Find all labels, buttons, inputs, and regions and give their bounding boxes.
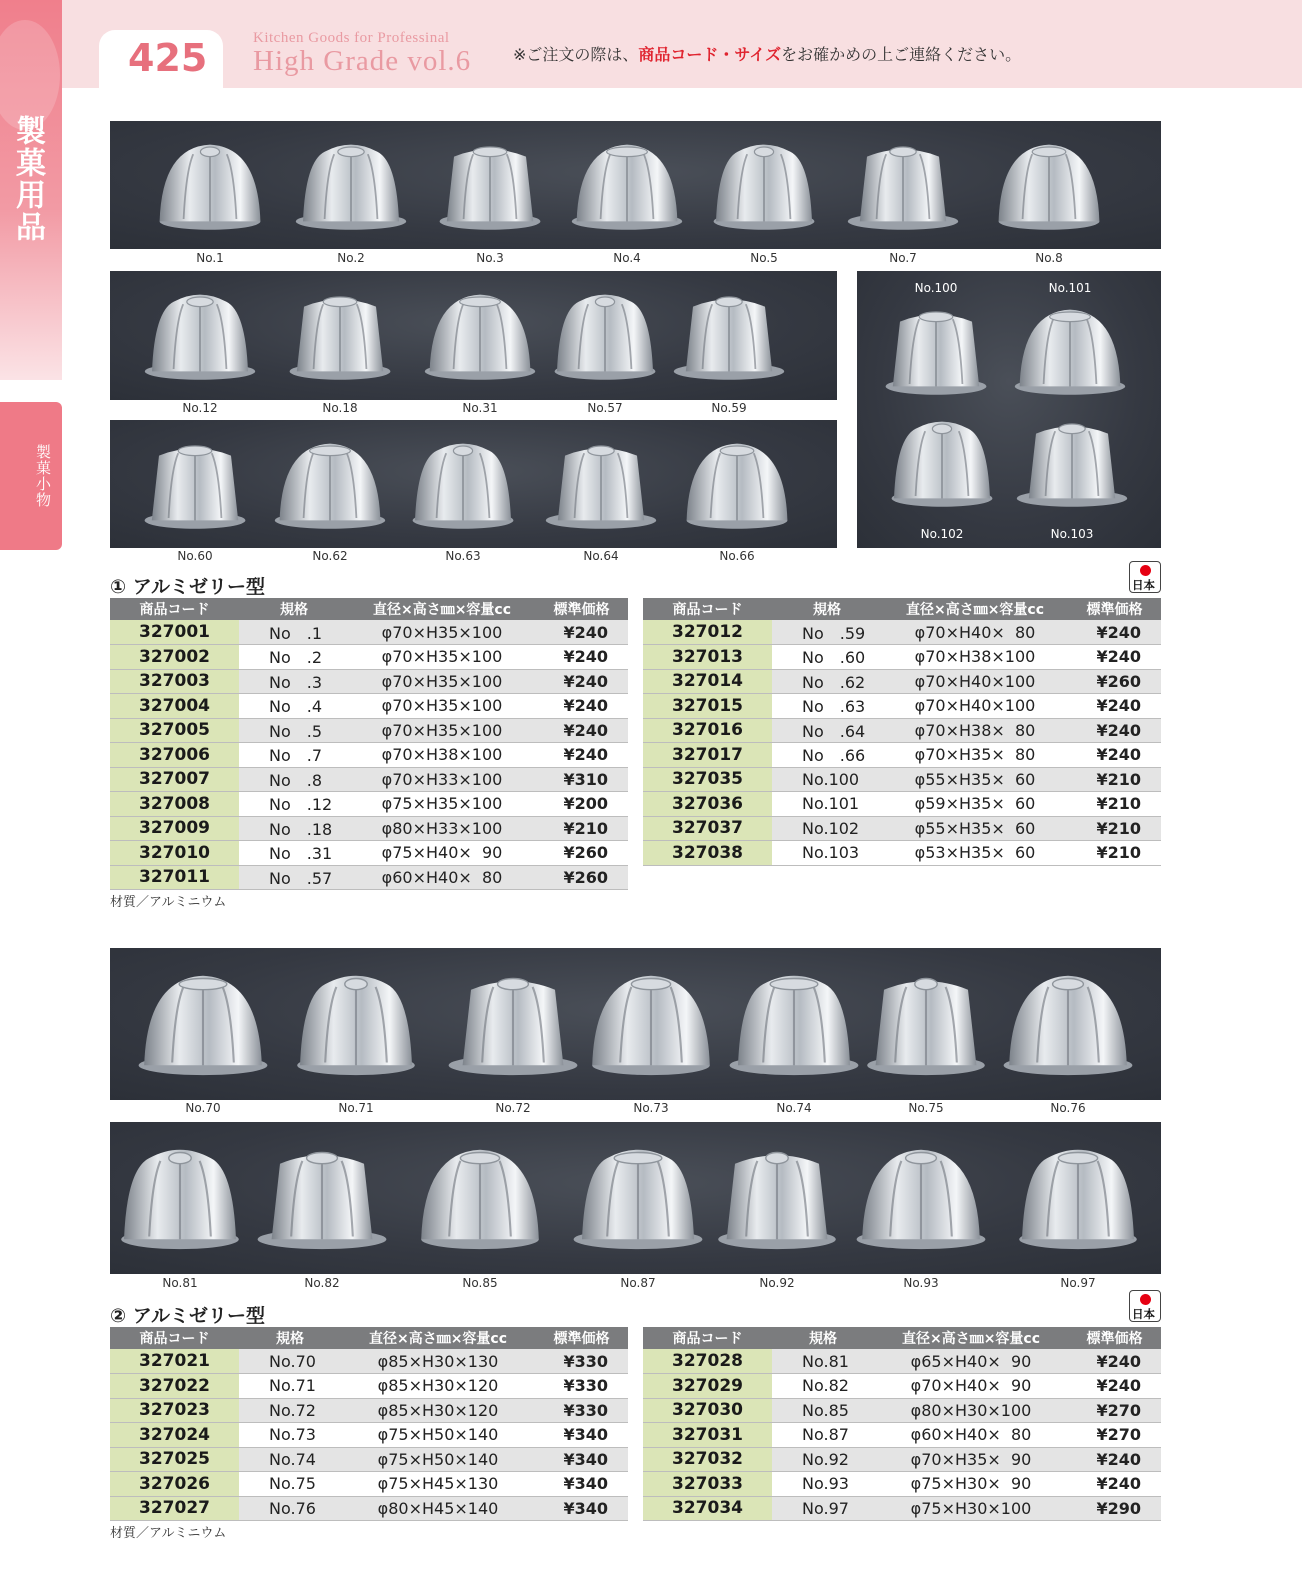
jelly-mold-image: [856, 958, 996, 1083]
spec-cell: No .59: [772, 620, 882, 645]
category-label: 製菓用品: [10, 115, 45, 243]
price-cell: ¥240: [535, 620, 628, 645]
table-row: [643, 792, 1161, 817]
spec-cell: No .18: [239, 816, 349, 841]
col-header-code: 商品コード: [110, 1327, 239, 1349]
table-row: [110, 743, 628, 768]
product-code: 327025: [110, 1447, 239, 1472]
product-code: 327003: [110, 669, 239, 694]
jelly-mold-image: [430, 127, 550, 239]
product-code: 327008: [110, 792, 239, 817]
mold-number-label: No.74: [776, 1101, 812, 1115]
spec-cell: No.71: [239, 1374, 341, 1399]
jelly-mold-image: [998, 958, 1138, 1083]
dimension-cell: φ80×H45×140: [341, 1496, 535, 1521]
dimension-cell: φ80×H30×100: [874, 1398, 1068, 1423]
notice-highlight: 商品コード・サイズ: [638, 45, 782, 64]
mold-number-label: No.103: [1050, 527, 1094, 541]
spec-cell: No.102: [772, 816, 882, 841]
jelly-mold-image: [724, 958, 864, 1083]
mold-number-label: No.64: [583, 549, 619, 563]
mold-number-label: No.75: [908, 1101, 944, 1115]
spec-cell: No.81: [772, 1349, 874, 1374]
jelly-mold-image: [133, 958, 273, 1083]
dimension-cell: φ70×H35×100: [349, 718, 535, 743]
table-row: [110, 1374, 628, 1399]
material-note-2: 材質／アルミニウム: [110, 1526, 227, 1541]
mold-number-label: No.102: [920, 527, 964, 541]
mold-number-label: No.60: [177, 549, 213, 563]
mold-number-label: No.57: [587, 401, 623, 415]
table-row: [110, 1447, 628, 1472]
mold-number-label: No.92: [759, 1276, 795, 1290]
jelly-mold-image: [140, 281, 260, 385]
dimension-cell: φ85×H30×120: [341, 1398, 535, 1423]
dimension-cell: φ70×H38×100: [882, 645, 1068, 670]
table-row: [643, 1398, 1161, 1423]
col-header-price: 標準価格: [1068, 598, 1161, 620]
table-row: [110, 816, 628, 841]
section-title-1: ① アルミゼリー型: [110, 576, 265, 598]
product-code: 327026: [110, 1472, 239, 1497]
price-cell: ¥260: [535, 841, 628, 866]
product-code: 327009: [110, 816, 239, 841]
table-row: [110, 865, 628, 890]
jelly-mold-image: [420, 281, 540, 385]
spec-cell: No.70: [239, 1349, 341, 1374]
mold-number-label: No.8: [1035, 251, 1063, 265]
spec-cell: No .7: [239, 743, 349, 768]
col-header-code: 商品コード: [643, 598, 772, 620]
dimension-cell: φ75×H40× 90: [349, 841, 535, 866]
product-code: 327006: [110, 743, 239, 768]
table-row: [643, 816, 1161, 841]
spec-cell: No .5: [239, 718, 349, 743]
dimension-cell: φ70×H35×100: [349, 620, 535, 645]
dimension-cell: φ70×H35× 80: [882, 743, 1068, 768]
price-cell: ¥240: [1068, 1374, 1161, 1399]
mold-number-label: No.1: [196, 251, 224, 265]
spec-cell: No .66: [772, 743, 882, 768]
product-code: 327027: [110, 1496, 239, 1521]
price-cell: ¥210: [535, 816, 628, 841]
table-row: [110, 1496, 628, 1521]
spec-cell: No.72: [239, 1398, 341, 1423]
table-row: [643, 1496, 1161, 1521]
price-cell: ¥240: [535, 694, 628, 719]
mold-number-label: No.66: [719, 549, 755, 563]
col-header-price: 標準価格: [535, 598, 628, 620]
product-code: 327034: [643, 1496, 772, 1521]
spec-cell: No .63: [772, 694, 882, 719]
jelly-mold-image: [669, 281, 789, 385]
jelly-mold-image: [135, 430, 255, 534]
table-row: [110, 645, 628, 670]
table-row: [643, 645, 1161, 670]
table-row: [643, 841, 1161, 866]
mold-number-label: No.72: [495, 1101, 531, 1115]
product-code: 327035: [643, 767, 772, 792]
product-code: 327015: [643, 694, 772, 719]
mold-number-label: No.12: [182, 401, 218, 415]
mold-number-label: No.73: [633, 1101, 669, 1115]
product-code: 327010: [110, 841, 239, 866]
dimension-cell: φ85×H30×120: [341, 1374, 535, 1399]
mold-number-label: No.59: [711, 401, 747, 415]
table-row: [110, 1349, 628, 1374]
product-code: 327024: [110, 1423, 239, 1448]
product-code: 327011: [110, 865, 239, 890]
jelly-mold-image: [443, 958, 583, 1083]
table-row: [643, 718, 1161, 743]
mold-number-label: No.18: [322, 401, 358, 415]
col-header-dim: 直径×高さ㎜×容量cc: [874, 1327, 1068, 1349]
spec-cell: No .8: [239, 767, 349, 792]
table-row: [110, 1423, 628, 1448]
spec-cell: No.73: [239, 1423, 341, 1448]
order-notice: [513, 42, 1021, 65]
product-code: 327030: [643, 1398, 772, 1423]
jelly-mold-image: [581, 958, 721, 1083]
jelly-mold-image: [882, 408, 1002, 512]
product-code: 327013: [643, 645, 772, 670]
price-cell: ¥310: [535, 767, 628, 792]
price-cell: ¥240: [1068, 743, 1161, 768]
table-row: [643, 1472, 1161, 1497]
col-header-dim: 直径×高さ㎜×容量cc: [349, 598, 535, 620]
product-code: 327014: [643, 669, 772, 694]
table-row: [643, 743, 1161, 768]
jelly-mold-image: [270, 430, 390, 534]
table-row: [643, 1447, 1161, 1472]
notice-suffix: をお確かめの上ご連絡ください。: [781, 45, 1022, 64]
table-row: [110, 767, 628, 792]
spec-cell: No.82: [772, 1374, 874, 1399]
spec-table-2-right: [643, 1327, 1161, 1521]
catalog-subtitle: Kitchen Goods for Professinal: [253, 30, 450, 46]
mold-number-label: No.71: [338, 1101, 374, 1115]
price-cell: ¥210: [1068, 767, 1161, 792]
dimension-cell: φ59×H35× 60: [882, 792, 1068, 817]
price-cell: ¥240: [535, 645, 628, 670]
jelly-mold-image: [851, 1132, 991, 1257]
jelly-mold-image: [567, 127, 687, 239]
product-code: 327016: [643, 718, 772, 743]
jelly-mold-image: [150, 127, 270, 239]
dimension-cell: φ60×H40× 80: [349, 865, 535, 890]
jelly-mold-image: [252, 1132, 392, 1257]
product-code: 327031: [643, 1423, 772, 1448]
dimension-cell: φ70×H33×100: [349, 767, 535, 792]
price-cell: ¥240: [1068, 694, 1161, 719]
jelly-mold-image: [568, 1132, 708, 1257]
product-code: 327005: [110, 718, 239, 743]
price-cell: ¥340: [535, 1423, 628, 1448]
mold-number-label: No.62: [312, 549, 348, 563]
dimension-cell: φ70×H38×100: [349, 743, 535, 768]
price-cell: ¥340: [535, 1472, 628, 1497]
price-cell: ¥240: [1068, 645, 1161, 670]
spec-cell: No .60: [772, 645, 882, 670]
product-code: 327029: [643, 1374, 772, 1399]
price-cell: ¥330: [535, 1374, 628, 1399]
product-code: 327002: [110, 645, 239, 670]
dimension-cell: φ70×H40× 90: [874, 1374, 1068, 1399]
price-cell: ¥240: [1068, 718, 1161, 743]
product-code: 327012: [643, 620, 772, 645]
col-header-spec: 規格: [239, 1327, 341, 1349]
col-header-price: 標準価格: [535, 1327, 628, 1349]
product-code: 327017: [643, 743, 772, 768]
dimension-cell: φ60×H40× 80: [874, 1423, 1068, 1448]
table-row: [643, 1423, 1161, 1448]
spec-cell: No.75: [239, 1472, 341, 1497]
spec-cell: No.103: [772, 841, 882, 866]
jelly-mold-image: [410, 1132, 550, 1257]
product-code: 327001: [110, 620, 239, 645]
table-row: [110, 694, 628, 719]
made-in-japan-icon: 日本: [1129, 1290, 1161, 1322]
dimension-cell: φ75×H30×100: [874, 1496, 1068, 1521]
jelly-mold-image: [1008, 1132, 1148, 1257]
table-row: [110, 1472, 628, 1497]
spec-table-2-left: [110, 1327, 628, 1521]
product-code: 327021: [110, 1349, 239, 1374]
mold-number-label: No.31: [462, 401, 498, 415]
price-cell: ¥240: [535, 743, 628, 768]
table-row: [643, 1349, 1161, 1374]
mold-number-label: No.81: [162, 1276, 198, 1290]
dimension-cell: φ75×H50×140: [341, 1447, 535, 1472]
price-cell: ¥260: [535, 865, 628, 890]
spec-cell: No.74: [239, 1447, 341, 1472]
price-cell: ¥210: [1068, 841, 1161, 866]
price-cell: ¥270: [1068, 1423, 1161, 1448]
mold-number-label: No.97: [1060, 1276, 1096, 1290]
col-header-price: 標準価格: [1068, 1327, 1161, 1349]
col-header-spec: 規格: [772, 598, 882, 620]
col-header-code: 商品コード: [110, 598, 239, 620]
table-row: [643, 1374, 1161, 1399]
dimension-cell: φ80×H33×100: [349, 816, 535, 841]
price-cell: ¥210: [1068, 816, 1161, 841]
product-code: 327032: [643, 1447, 772, 1472]
col-header-dim: 直径×高さ㎜×容量cc: [341, 1327, 535, 1349]
jelly-mold-image: [110, 1132, 250, 1257]
price-cell: ¥240: [1068, 620, 1161, 645]
catalog-title: High Grade vol.6: [253, 45, 472, 77]
table-row: [110, 841, 628, 866]
jelly-mold-image: [843, 127, 963, 239]
product-code: 327033: [643, 1472, 772, 1497]
product-code: 327007: [110, 767, 239, 792]
table-row: [110, 718, 628, 743]
table-row: [110, 792, 628, 817]
table-row: [643, 620, 1161, 645]
price-cell: ¥260: [1068, 669, 1161, 694]
jelly-mold-image: [707, 1132, 847, 1257]
dimension-cell: φ70×H40×100: [882, 694, 1068, 719]
mold-number-label: No.82: [304, 1276, 340, 1290]
spec-cell: No.76: [239, 1496, 341, 1521]
jelly-mold-image: [677, 430, 797, 534]
mold-number-label: No.63: [445, 549, 481, 563]
product-code: 327037: [643, 816, 772, 841]
page-number: 425: [128, 36, 208, 80]
spec-cell: No .2: [239, 645, 349, 670]
spec-cell: No.101: [772, 792, 882, 817]
jelly-mold-image: [403, 430, 523, 534]
mold-number-label: No.2: [337, 251, 365, 265]
mold-number-label: No.101: [1048, 281, 1092, 295]
mold-number-label: No.5: [750, 251, 778, 265]
price-cell: ¥240: [535, 718, 628, 743]
spec-cell: No.97: [772, 1496, 874, 1521]
price-cell: ¥340: [535, 1447, 628, 1472]
material-note-1: 材質／アルミニウム: [110, 895, 227, 910]
table-row: [110, 1398, 628, 1423]
spec-cell: No .4: [239, 694, 349, 719]
dimension-cell: φ75×H50×140: [341, 1423, 535, 1448]
section-title-2: ② アルミゼリー型: [110, 1305, 265, 1327]
spec-cell: No .1: [239, 620, 349, 645]
jelly-mold-image: [545, 281, 665, 385]
spec-cell: No.93: [772, 1472, 874, 1497]
dimension-cell: φ55×H35× 60: [882, 816, 1068, 841]
subcategory-label: 製菓小物: [34, 444, 52, 508]
notice-prefix: ※ご注文の際は、: [513, 45, 639, 64]
table-row: [643, 694, 1161, 719]
dimension-cell: φ70×H35× 90: [874, 1447, 1068, 1472]
spec-cell: No .31: [239, 841, 349, 866]
spec-cell: No .12: [239, 792, 349, 817]
price-cell: ¥210: [1068, 792, 1161, 817]
price-cell: ¥330: [535, 1398, 628, 1423]
dimension-cell: φ70×H40×100: [882, 669, 1068, 694]
dimension-cell: φ70×H40× 80: [882, 620, 1068, 645]
price-cell: ¥240: [1068, 1349, 1161, 1374]
product-code: 327023: [110, 1398, 239, 1423]
mold-number-label: No.3: [476, 251, 504, 265]
spec-table-1-right: [643, 598, 1161, 866]
jelly-mold-image: [989, 127, 1109, 239]
dimension-cell: φ75×H45×130: [341, 1472, 535, 1497]
spec-cell: No.85: [772, 1398, 874, 1423]
table-row: [643, 767, 1161, 792]
jelly-mold-image: [291, 127, 411, 239]
price-cell: ¥340: [535, 1496, 628, 1521]
spec-cell: No.100: [772, 767, 882, 792]
price-cell: ¥270: [1068, 1398, 1161, 1423]
spec-table-1-left: [110, 598, 628, 890]
price-cell: ¥240: [1068, 1472, 1161, 1497]
price-cell: ¥290: [1068, 1496, 1161, 1521]
jelly-mold-image: [286, 958, 426, 1083]
dimension-cell: φ70×H38× 80: [882, 718, 1068, 743]
col-header-code: 商品コード: [643, 1327, 772, 1349]
dimension-cell: φ53×H35× 60: [882, 841, 1068, 866]
table-row: [110, 669, 628, 694]
spec-cell: No .64: [772, 718, 882, 743]
spec-cell: No .3: [239, 669, 349, 694]
dimension-cell: φ70×H35×100: [349, 669, 535, 694]
product-code: 327038: [643, 841, 772, 866]
product-code: 327036: [643, 792, 772, 817]
mold-number-label: No.7: [889, 251, 917, 265]
jelly-mold-image: [280, 281, 400, 385]
price-cell: ¥330: [535, 1349, 628, 1374]
dimension-cell: φ85×H30×130: [341, 1349, 535, 1374]
price-cell: ¥240: [535, 669, 628, 694]
product-code: 327028: [643, 1349, 772, 1374]
spec-cell: No .62: [772, 669, 882, 694]
jelly-mold-image: [1012, 408, 1132, 512]
price-cell: ¥240: [1068, 1447, 1161, 1472]
mold-number-label: No.85: [462, 1276, 498, 1290]
spec-cell: No.92: [772, 1447, 874, 1472]
dimension-cell: φ70×H35×100: [349, 645, 535, 670]
dimension-cell: φ75×H30× 90: [874, 1472, 1068, 1497]
mold-number-label: No.93: [903, 1276, 939, 1290]
dimension-cell: φ70×H35×100: [349, 694, 535, 719]
jelly-mold-image: [541, 430, 661, 534]
jelly-mold-image: [876, 296, 996, 400]
mold-number-label: No.100: [914, 281, 958, 295]
spec-cell: No .57: [239, 865, 349, 890]
col-header-spec: 規格: [772, 1327, 874, 1349]
table-row: [643, 669, 1161, 694]
mold-number-label: No.87: [620, 1276, 656, 1290]
spec-cell: No.87: [772, 1423, 874, 1448]
table-row: [110, 620, 628, 645]
dimension-cell: φ55×H35× 60: [882, 767, 1068, 792]
col-header-spec: 規格: [239, 598, 349, 620]
jelly-mold-image: [704, 127, 824, 239]
product-code: 327022: [110, 1374, 239, 1399]
mold-number-label: No.4: [613, 251, 641, 265]
dimension-cell: φ65×H40× 90: [874, 1349, 1068, 1374]
made-in-japan-icon: 日本: [1129, 561, 1161, 593]
dimension-cell: φ75×H35×100: [349, 792, 535, 817]
mold-number-label: No.76: [1050, 1101, 1086, 1115]
product-code: 327004: [110, 694, 239, 719]
col-header-dim: 直径×高さ㎜×容量cc: [882, 598, 1068, 620]
mold-number-label: No.70: [185, 1101, 221, 1115]
jelly-mold-image: [1010, 296, 1130, 400]
price-cell: ¥200: [535, 792, 628, 817]
